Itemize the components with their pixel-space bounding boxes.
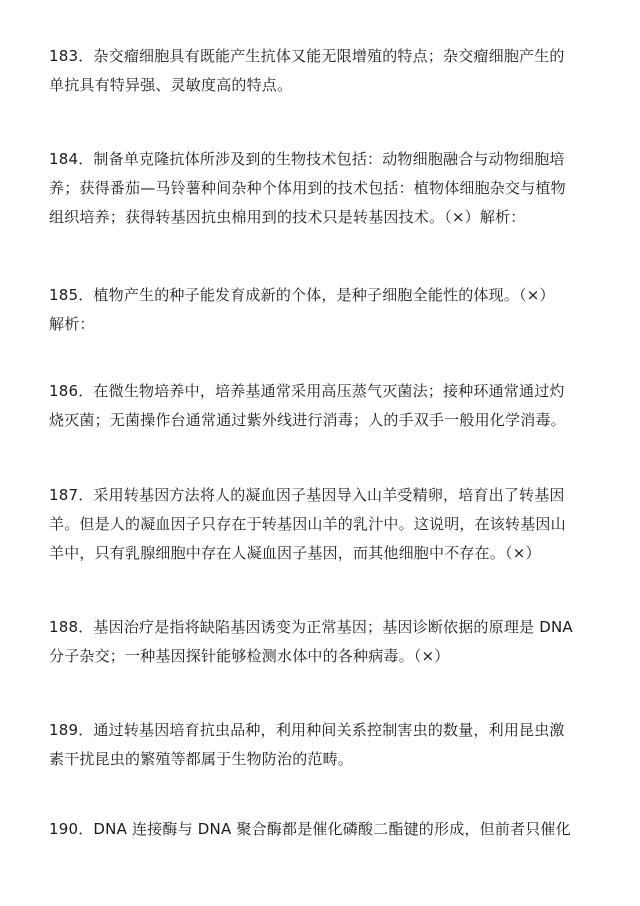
question-185 [49,281,597,339]
question-187 [49,481,597,568]
question-line: 羊。但是人的凝血因子只存在于转基因山羊的乳汁中。这说明，在该转基因山 [49,515,566,533]
question-line: 解析： [49,315,95,333]
question-190 [49,815,597,844]
question-line: 养；获得番茄—马铃薯种间杂种个体用到的技术包括：植物体细胞杂交与植物 [49,179,566,197]
question-186 [49,377,597,435]
question-line: 187．采用转基因方法将人的凝血因子基因导入山羊受精卵，培育出了转基因 [49,486,565,504]
question-line: 183．杂交瘤细胞具有既能产生抗体又能无限增殖的特点；杂交瘤细胞产生的 [49,47,565,65]
question-line: 186．在微生物培养中，培养基通常采用高压蒸气灭菌法；接种环通常通过灼 [49,382,565,400]
question-line: 羊中，只有乳腺细胞中存在人凝血因子基因，而其他细胞中不存在。（×） [49,544,541,562]
question-line: 188．基因治疗是指将缺陷基因诱变为正常基因；基因诊断依据的原理是 DNA [49,618,573,636]
question-188 [49,613,597,671]
question-line: 单抗具有特异强、灵敏度高的特点。 [49,76,293,94]
question-183 [49,42,597,100]
question-line: 烧灭菌；无菌操作台通常通过紫外线进行消毒；人的手双手一般用化学消毒。 [49,411,566,429]
question-line: 190．DNA 连接酶与 DNA 聚合酶都是催化磷酸二酯键的形成，但前者只催化 [49,820,571,838]
question-line: 组织培养；获得转基因抗虫棉用到的技术只是转基因技术。（×）解析： [49,208,526,226]
question-189 [49,716,597,774]
question-line: 189．通过转基因培育抗虫品种，利用种间关系控制害虫的数量，利用昆虫激 [49,721,565,739]
question-line: 素干扰昆虫的繁殖等都属于生物防治的范畴。 [49,750,354,768]
question-line: 分子杂交；一种基因探针能够检测水体中的各种病毒。（×） [49,647,450,665]
question-line: 185．植物产生的种子能发育成新的个体，是种子细胞全能性的体现。（×） [49,286,555,304]
question-184 [49,145,597,232]
question-line: 184．制备单克隆抗体所涉及到的生物技术包括：动物细胞融合与动物细胞培 [49,150,565,168]
